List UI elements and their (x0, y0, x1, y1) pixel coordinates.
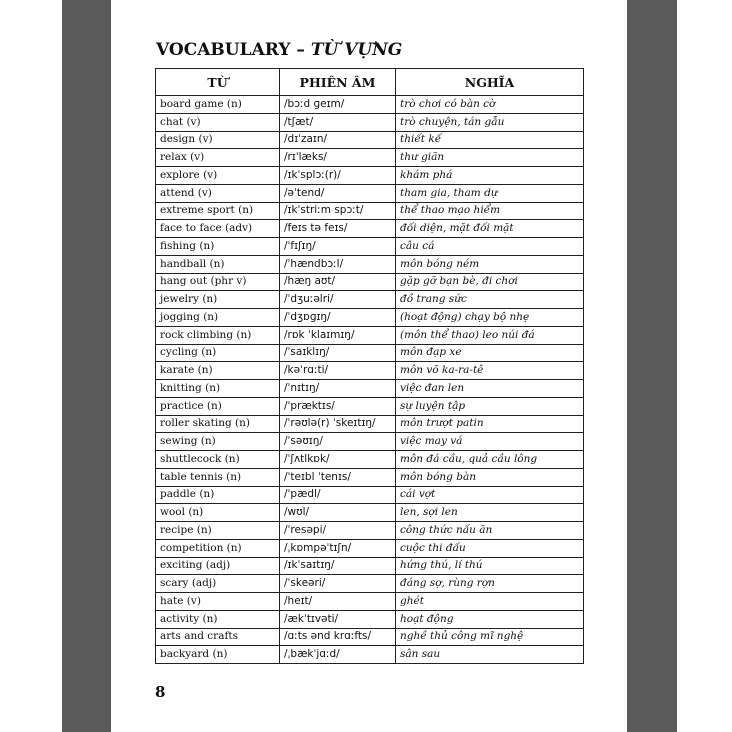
table-row (156, 131, 584, 149)
table-row (156, 380, 584, 398)
word-cell: knitting (n) (156, 380, 280, 398)
meaning-cell: công thức nấu ăn (396, 522, 584, 540)
word-cell: handball (n) (156, 255, 280, 273)
table-row (156, 539, 584, 557)
table-row (156, 451, 584, 469)
ipa-cell: /ɪkˈsaɪtɪŋ/ (280, 557, 396, 575)
meaning-cell: cái vợt (396, 486, 584, 504)
table-row (156, 255, 584, 273)
meaning-cell: đáng sợ, rùng rợn (396, 575, 584, 593)
word-cell: exciting (adj) (156, 557, 280, 575)
meaning-cell: môn trượt patin (396, 415, 584, 433)
ipa-cell: /kəˈrɑːti/ (280, 362, 396, 380)
ipa-cell: /ˈskeəri/ (280, 575, 396, 593)
ipa-cell: /ˌbækˈjɑːd/ (280, 646, 396, 664)
table-row (156, 220, 584, 238)
ipa-cell: /bɔːd ɡeɪm/ (280, 96, 396, 114)
table-row (156, 646, 584, 664)
word-cell: sewing (n) (156, 433, 280, 451)
ipa-cell: /ˈsaɪklɪŋ/ (280, 344, 396, 362)
ipa-cell: /ˈdʒɒɡɪŋ/ (280, 309, 396, 327)
table-row (156, 238, 584, 256)
meaning-cell: môn đá cầu, quả cầu lông (396, 451, 584, 469)
word-cell: paddle (n) (156, 486, 280, 504)
meaning-cell: đối diện, mặt đối mặt (396, 220, 584, 238)
ipa-cell: /dɪˈzaɪn/ (280, 131, 396, 149)
meaning-cell: việc đan len (396, 380, 584, 398)
meaning-cell: đồ trang sức (396, 291, 584, 309)
table-body (156, 96, 584, 664)
ipa-cell: /ˈpræktɪs/ (280, 397, 396, 415)
table-row (156, 486, 584, 504)
ipa-cell: /ˈresəpi/ (280, 522, 396, 540)
meaning-cell: sân sau (396, 646, 584, 664)
left-dark-border (62, 0, 111, 732)
ipa-cell: /ɪkˈsplɔː(r)/ (280, 167, 396, 185)
ipa-cell: /ˈnɪtɪŋ/ (280, 380, 396, 398)
table-row (156, 309, 584, 327)
table-row (156, 468, 584, 486)
meaning-cell: (môn thể thao) leo núi đá (396, 326, 584, 344)
table-row (156, 149, 584, 167)
column-header-pronunciation: PHIÊN ÂM (280, 69, 396, 96)
title-separator: – (296, 40, 305, 60)
table-row (156, 610, 584, 628)
table-row (156, 575, 584, 593)
meaning-cell: len, sợi len (396, 504, 584, 522)
table-row (156, 522, 584, 540)
meaning-cell: cuộc thi đấu (396, 539, 584, 557)
ipa-cell: /ˈsəʊɪŋ/ (280, 433, 396, 451)
word-cell: practice (n) (156, 397, 280, 415)
ipa-cell: /ˈpædl/ (280, 486, 396, 504)
word-cell: attend (v) (156, 184, 280, 202)
word-cell: wool (n) (156, 504, 280, 522)
meaning-cell: câu cá (396, 238, 584, 256)
meaning-cell: thể thao mạo hiểm (396, 202, 584, 220)
word-cell: competition (n) (156, 539, 280, 557)
table-header-row (156, 69, 584, 96)
word-cell: karate (n) (156, 362, 280, 380)
word-cell: hang out (phr v) (156, 273, 280, 291)
meaning-cell: ghét (396, 593, 584, 611)
meaning-cell: tham gia, tham dự (396, 184, 584, 202)
vocabulary-table (155, 68, 584, 664)
word-cell: cycling (n) (156, 344, 280, 362)
word-cell: arts and crafts (156, 628, 280, 646)
table-row (156, 273, 584, 291)
meaning-cell: thư giãn (396, 149, 584, 167)
meaning-cell: việc may vá (396, 433, 584, 451)
table-row (156, 167, 584, 185)
ipa-cell: /wʊl/ (280, 504, 396, 522)
meaning-cell: gặp gỡ bạn bè, đi chơi (396, 273, 584, 291)
word-cell: fishing (n) (156, 238, 280, 256)
meaning-cell: trò chơi có bàn cờ (396, 96, 584, 114)
table-row (156, 291, 584, 309)
word-cell: explore (v) (156, 167, 280, 185)
table-row (156, 593, 584, 611)
table-row (156, 184, 584, 202)
meaning-cell: trò chuyện, tán gẫu (396, 113, 584, 131)
ipa-cell: /feɪs tə feɪs/ (280, 220, 396, 238)
word-cell: board game (n) (156, 96, 280, 114)
word-cell: extreme sport (n) (156, 202, 280, 220)
word-cell: backyard (n) (156, 646, 280, 664)
meaning-cell: thiết kế (396, 131, 584, 149)
ipa-cell: /əˈtend/ (280, 184, 396, 202)
meaning-cell: sự luyện tập (396, 397, 584, 415)
page-title (156, 40, 402, 60)
word-cell: table tennis (n) (156, 468, 280, 486)
meaning-cell: môn đạp xe (396, 344, 584, 362)
table-row (156, 504, 584, 522)
word-cell: recipe (n) (156, 522, 280, 540)
column-header-word: TỪ (156, 69, 280, 96)
table-row (156, 202, 584, 220)
word-cell: relax (v) (156, 149, 280, 167)
table-row (156, 628, 584, 646)
word-cell: design (v) (156, 131, 280, 149)
word-cell: jewelry (n) (156, 291, 280, 309)
ipa-cell: /ˌkɒmpəˈtɪʃn/ (280, 539, 396, 557)
meaning-cell: (hoạt động) chạy bộ nhẹ (396, 309, 584, 327)
ipa-cell: /ˈdʒuːəlri/ (280, 291, 396, 309)
meaning-cell: khám phá (396, 167, 584, 185)
word-cell: scary (adj) (156, 575, 280, 593)
word-cell: jogging (n) (156, 309, 280, 327)
word-cell: face to face (adv) (156, 220, 280, 238)
ipa-cell: /ɑːts ənd krɑːfts/ (280, 628, 396, 646)
ipa-cell: /ˈfɪʃɪŋ/ (280, 238, 396, 256)
table-row (156, 113, 584, 131)
ipa-cell: /rɪˈlæks/ (280, 149, 396, 167)
ipa-cell: /rɒk ˈklaɪmɪŋ/ (280, 326, 396, 344)
meaning-cell: môn võ ka-ra-tê (396, 362, 584, 380)
table-row (156, 557, 584, 575)
table-row (156, 96, 584, 114)
page-number: 8 (155, 683, 166, 701)
ipa-cell: /hæŋ aʊt/ (280, 273, 396, 291)
ipa-cell: /ækˈtɪvəti/ (280, 610, 396, 628)
table-row (156, 433, 584, 451)
meaning-cell: môn bóng ném (396, 255, 584, 273)
meaning-cell: môn bóng bàn (396, 468, 584, 486)
ipa-cell: /ˈrəʊlə(r) ˈskeɪtɪŋ/ (280, 415, 396, 433)
title-english: VOCABULARY (156, 40, 291, 60)
word-cell: hate (v) (156, 593, 280, 611)
table-row (156, 362, 584, 380)
ipa-cell: /ˈʃʌtlkɒk/ (280, 451, 396, 469)
column-header-meaning: NGHĨA (396, 69, 584, 96)
ipa-cell: /heɪt/ (280, 593, 396, 611)
ipa-cell: /tʃæt/ (280, 113, 396, 131)
ipa-cell: /ɪkˈstriːm spɔːt/ (280, 202, 396, 220)
word-cell: chat (v) (156, 113, 280, 131)
word-cell: shuttlecock (n) (156, 451, 280, 469)
word-cell: activity (n) (156, 610, 280, 628)
right-dark-border (627, 0, 677, 732)
meaning-cell: hoạt động (396, 610, 584, 628)
word-cell: roller skating (n) (156, 415, 280, 433)
meaning-cell: hứng thú, lí thú (396, 557, 584, 575)
table-row (156, 344, 584, 362)
word-cell: rock climbing (n) (156, 326, 280, 344)
ipa-cell: /ˈhændbɔːl/ (280, 255, 396, 273)
table-row (156, 397, 584, 415)
title-vietnamese: TỪ VỰNG (310, 40, 403, 60)
table-row (156, 415, 584, 433)
table-row (156, 326, 584, 344)
ipa-cell: /ˈteɪbl ˈtenɪs/ (280, 468, 396, 486)
meaning-cell: nghề thủ công mĩ nghệ (396, 628, 584, 646)
